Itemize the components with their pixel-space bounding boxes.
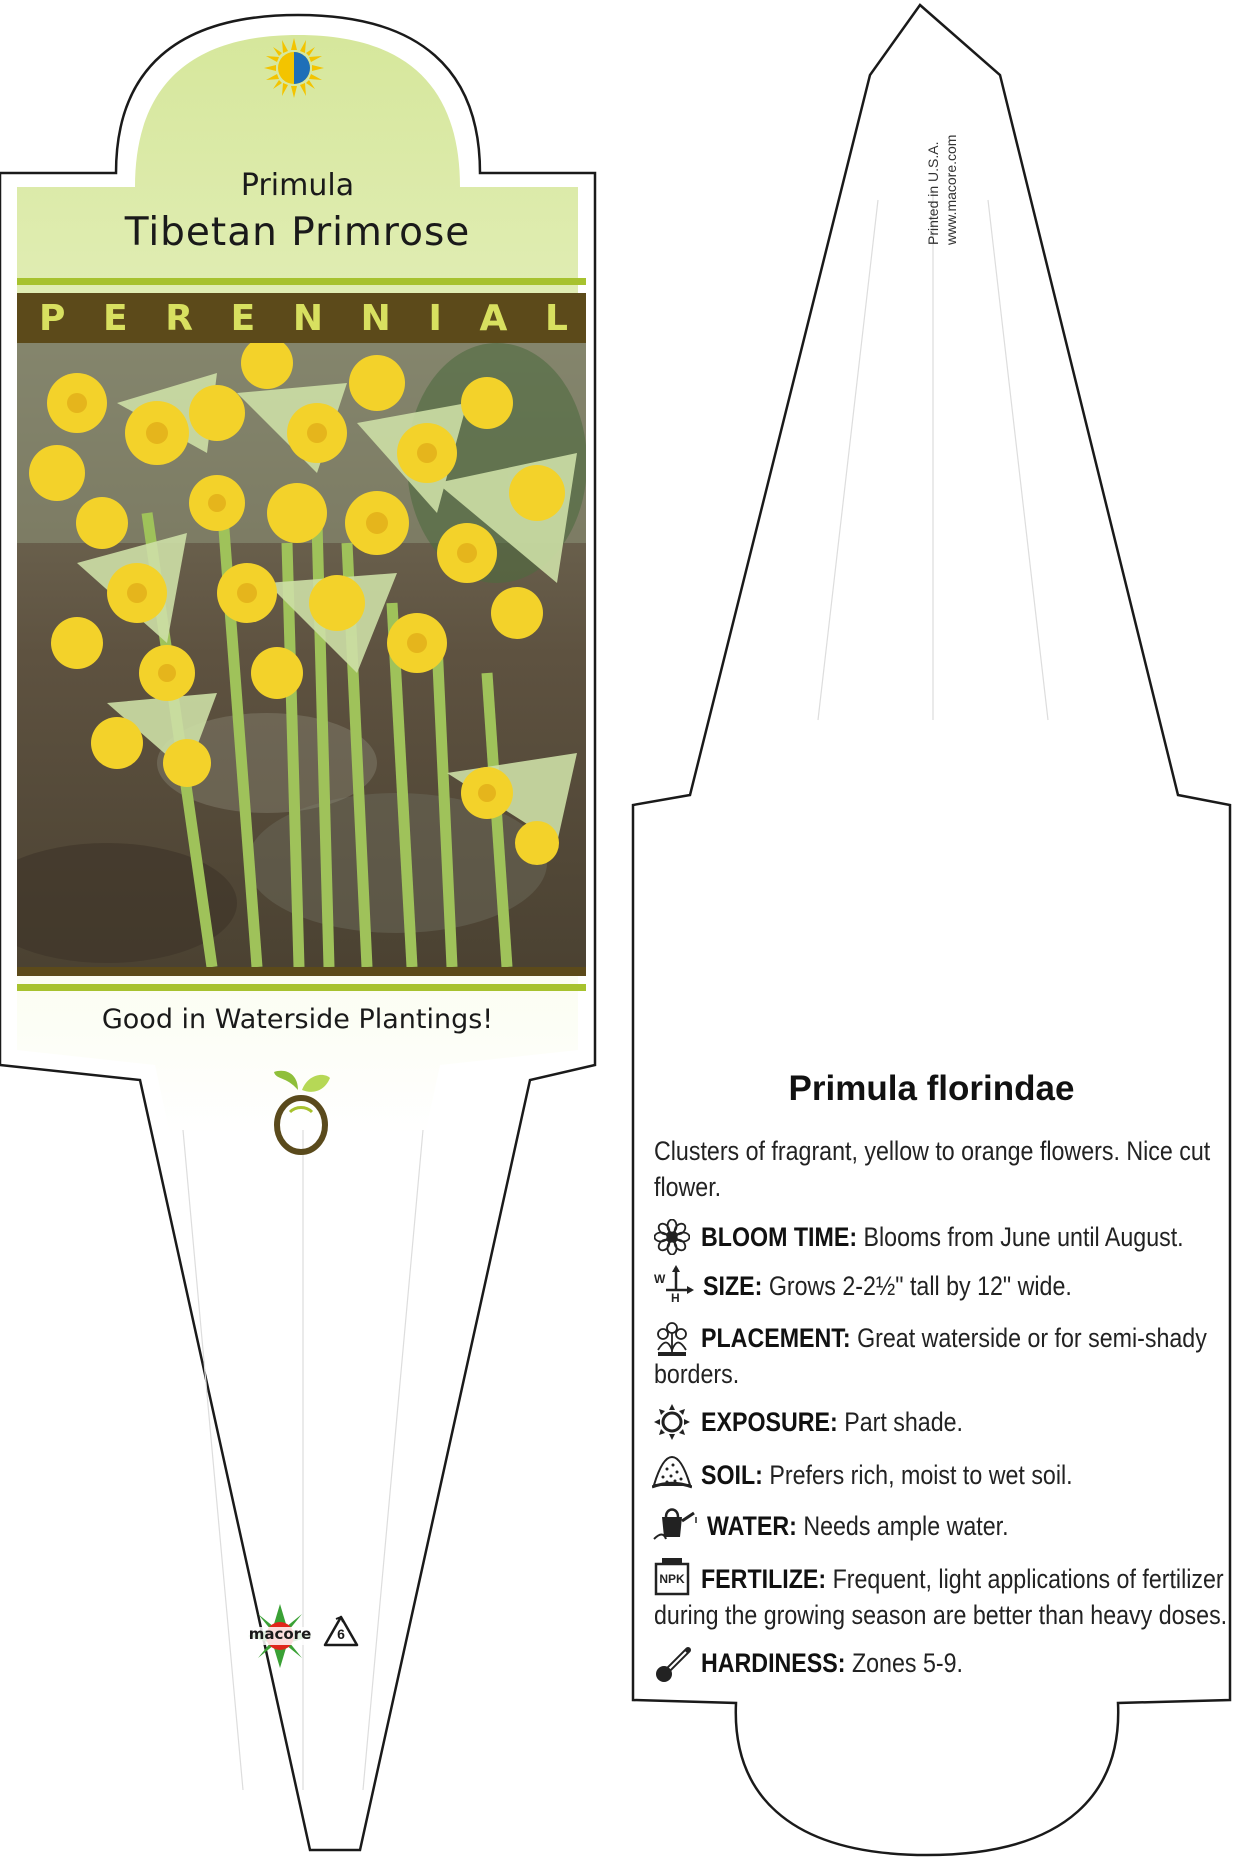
water-label: WATER: <box>707 1511 797 1541</box>
macore-brand-text: macore <box>248 1625 312 1643</box>
olive-stripe-bottom <box>17 967 586 976</box>
band-letter: R <box>165 297 193 339</box>
sprout-icon <box>268 1068 334 1156</box>
soil-label: SOIL: <box>701 1460 763 1490</box>
size-value: Grows 2-2½" tall by 12" wide. <box>768 1271 1072 1301</box>
recycle-code: 6 <box>337 1626 345 1642</box>
soil-value: Prefers rich, moist to wet soil. <box>769 1460 1073 1490</box>
plant-placement-icon <box>654 1320 690 1358</box>
size-w-letter: W <box>654 1272 666 1286</box>
green-stripe-top <box>17 278 586 285</box>
water-value: Needs ample water. <box>803 1511 1009 1541</box>
band-letter: A <box>479 297 508 339</box>
watering-can-icon <box>652 1505 698 1543</box>
size-h-letter: H <box>671 1291 680 1305</box>
bloom-time-label: BLOOM TIME: <box>701 1222 858 1252</box>
flower-icon <box>654 1219 690 1255</box>
flower-photo <box>17 343 586 967</box>
band-letter: N <box>360 297 391 339</box>
fertilize-label: FERTILIZE: <box>701 1564 827 1594</box>
common-name: Tibetan Primrose <box>124 210 471 255</box>
hardiness-label: HARDINESS: <box>701 1648 846 1678</box>
tagline: Good in Waterside Plantings! <box>101 1004 494 1035</box>
band-letter: E <box>230 297 256 339</box>
bloom-time-value: Blooms from June until August. <box>863 1222 1184 1252</box>
fertilize-value: Frequent, light applications of fertilizer <box>832 1564 1224 1594</box>
placement-label: PLACEMENT: <box>701 1323 851 1353</box>
perennial-band <box>17 293 586 343</box>
band-letter: N <box>292 297 324 339</box>
print-note: Printed in U.S.A. <box>925 141 941 245</box>
exposure-value: Part shade. <box>844 1407 964 1437</box>
band-letter: L <box>545 297 568 339</box>
exposure-label: EXPOSURE: <box>701 1407 838 1437</box>
part-sun-icon <box>262 36 326 100</box>
size-label: SIZE: <box>703 1271 763 1301</box>
npk-text: NPK <box>659 1572 685 1586</box>
genus-name: Primula <box>240 168 355 203</box>
hardiness-value: Zones 5-9. <box>851 1648 963 1678</box>
description-line-2: flower. <box>654 1172 722 1202</box>
green-stripe-bottom <box>17 984 586 991</box>
placement-value-line-2: borders. <box>654 1359 740 1389</box>
band-letter: P <box>39 297 66 339</box>
description-line-1: Clusters of fragrant, yellow to orange flowers. Nice cut <box>654 1136 1211 1166</box>
band-letter: I <box>428 297 442 339</box>
thermometer-icon <box>654 1644 694 1684</box>
website: www.macore.com <box>943 134 959 245</box>
band-letter: E <box>103 297 128 339</box>
placement-value: Great waterside or for semi-shady <box>857 1323 1207 1353</box>
sun-outline-icon <box>654 1404 690 1440</box>
fertilize-value-line-2: during the growing season are better than heavy doses. <box>654 1600 1228 1630</box>
botanical-name: Primula florindae <box>788 1069 1075 1108</box>
soil-pile-icon <box>652 1455 692 1489</box>
